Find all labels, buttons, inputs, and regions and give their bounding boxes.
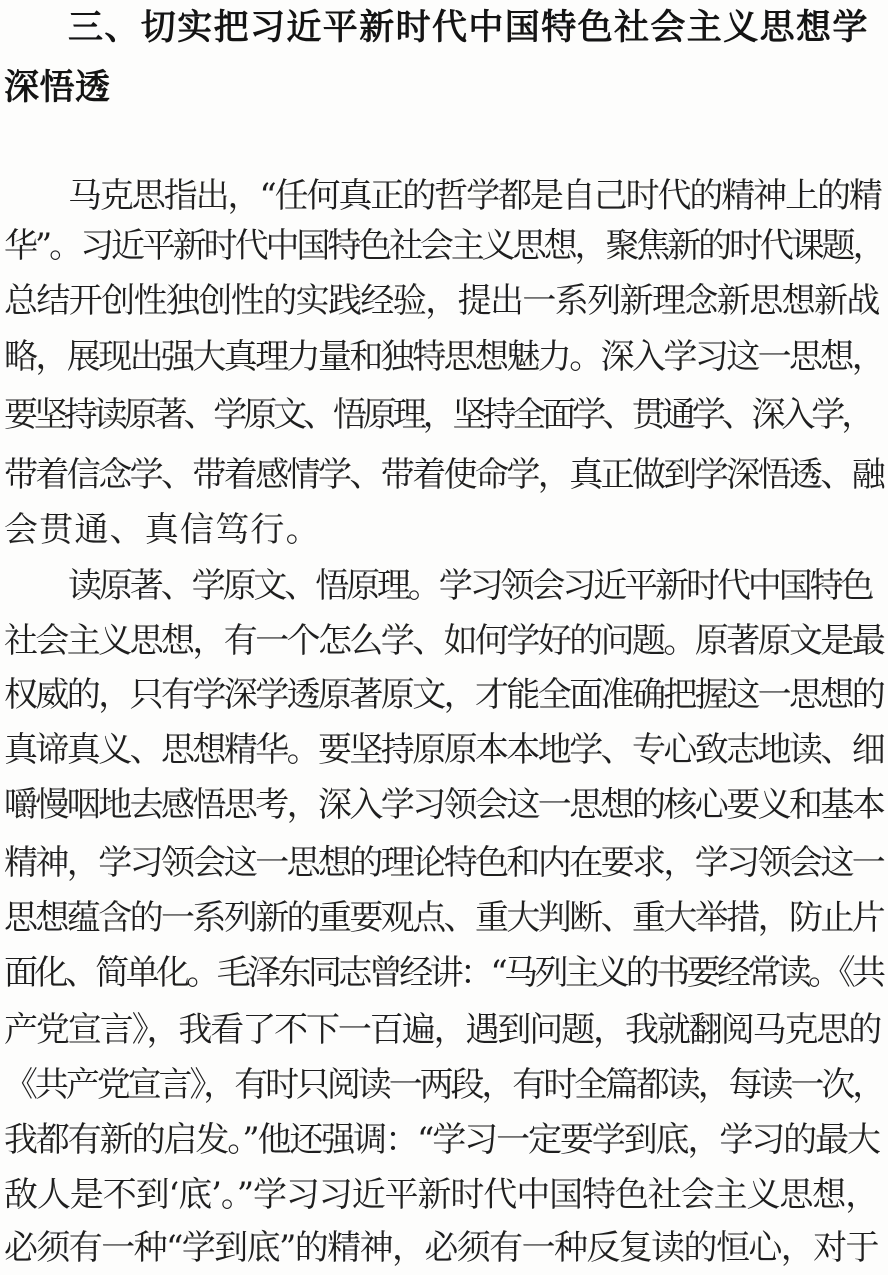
paragraph-2-line-9: 产党宣言》，我看了不下一百遍，遇到问题，我就翻阅马克思的 (4, 1010, 881, 1050)
paragraph-2-line-12: 敌人是不到‘底’。”学习习近平新时代中国特色社会主义思想， (4, 1175, 879, 1215)
paragraph-1-line-7: 会贯通、真信笃行。 (4, 510, 321, 550)
section-heading (0, 0, 888, 130)
paragraph-2-line-1: 读原著、学原文、悟原理。学习领会习近平新时代中国特色 (68, 566, 872, 606)
section-heading-line: 深悟透 (4, 68, 111, 108)
paragraph-1-line-3: 总结开创性独创性的实践经验，提出一系列新理念新思想新战 (4, 281, 879, 321)
paragraph-2-line-13: 必须有一种“学到底”的精神，必须有一种反复读的恒心，对于 (4, 1228, 878, 1268)
paragraph-1-line-1: 马克思指出，“任何真正的哲学都是自己时代的精神上的精 (68, 176, 881, 216)
paragraph-1-line-2: 华”。习近平新时代中国特色社会主义思想，聚焦新的时代课题， (4, 226, 884, 266)
paragraph-2-line-10: 《共产党宣言》，有时只阅读一两段，有时全篇都读，每读一次， (4, 1065, 884, 1105)
paragraph-1-line-5: 要坚持读原著、学原文、悟原理，坚持全面学、贯通学、深入学， (4, 395, 872, 435)
paragraph-2-line-6: 精神，学习领会这一思想的理论特色和内在要求，学习领会这一 (4, 843, 884, 883)
paragraph-2-line-8: 面化、简单化。毛泽东同志曾经讲：“马列主义的书要经常读。《共 (4, 953, 883, 993)
paragraph-1-line-6: 带着信念学、带着感情学、带着使命学，真正做到学深悟透、融 (4, 455, 884, 495)
paragraph-2-line-11: 我都有新的启发。”他还强调：“学习一定要学到底，学习的最大 (4, 1120, 879, 1160)
paragraph-2-line-2: 社会主义思想，有一个怎么学、如何学好的问题。原著原文是最 (4, 621, 884, 661)
section-heading-line: 三、切实把习近平新时代中国特色社会主义思想学 (68, 8, 869, 48)
paragraph-2-line-4: 真谛真义、思想精华。要坚持原原本本地学、专心致志地读、细 (4, 730, 884, 770)
paragraph-2-line-5: 嚼慢咽地去感悟思考，深入学习领会这一思想的核心要义和基本 (4, 785, 884, 825)
paragraph-2-line-7: 思想蕴含的一系列新的重要观点、重大判断、重大举措，防止片 (4, 898, 884, 938)
paragraph-1-line-4: 略，展现出强大真理力量和独特思想魅力。深入学习这一思想， (4, 337, 884, 377)
paragraph-2-line-3: 权威的，只有学深学透原著原文，才能全面准确把握这一思想的 (4, 675, 884, 715)
